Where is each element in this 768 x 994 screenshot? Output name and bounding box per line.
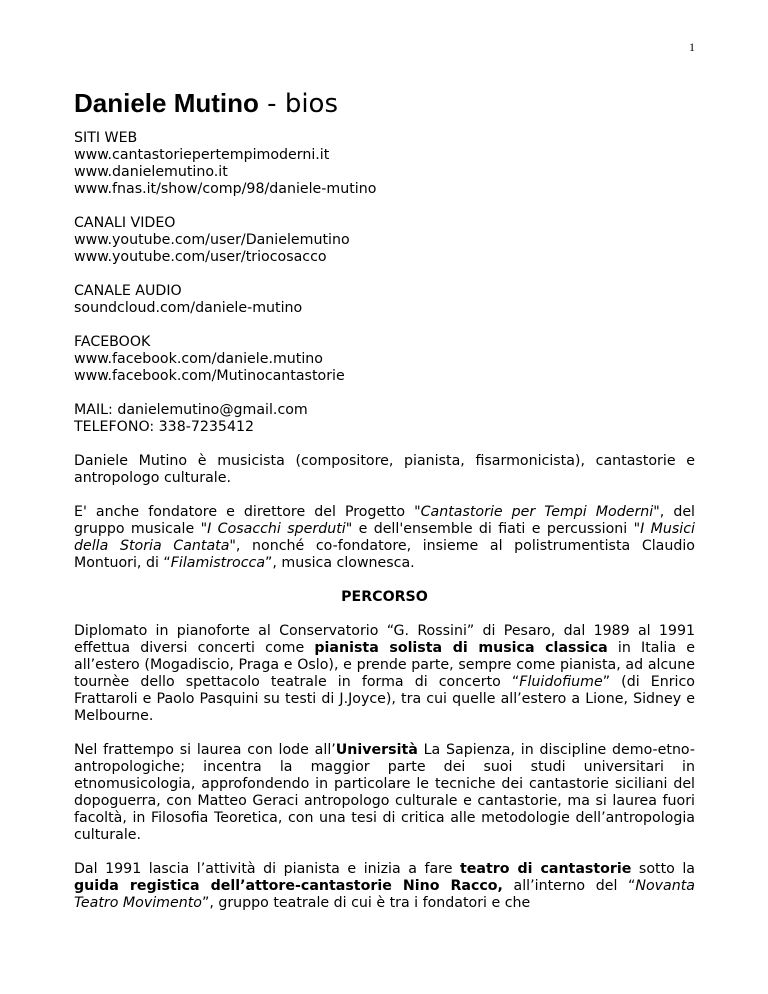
- text-run: in Italia e all’estero (Mogadiscio, Praga e Oslo), e prende parte, sempre come pianista, ad alcune tournèe dello spettacolo teatrale in forma di concerto “: [74, 640, 695, 690]
- canale-audio-section: [74, 283, 695, 317]
- text-run: ” (di Enrico Frattaroli e Paolo Pasquini su testi di J.Joyce), tra cui quelle all’estero a Lione, Sidney e Melbourne.: [74, 674, 695, 724]
- text-run: ”, musica clownesca.: [265, 555, 415, 571]
- text-run: Diplomato in pianoforte al Conservatorio “G. Rossini” di Pesaro, dal 1989 al 1991 effettua diversi concerti come: [74, 623, 695, 656]
- founder-paragraph: [74, 504, 695, 572]
- document-body: [74, 83, 695, 929]
- bold-run: Università: [335, 742, 418, 758]
- facebook-link[interactable]: www.facebook.com/daniele.mutino: [74, 351, 323, 367]
- siti-web-section: [74, 130, 695, 198]
- contacts-section: [74, 402, 695, 436]
- phone-contact: TELEFONO: 338-7235412: [74, 419, 255, 435]
- text-run: ", del gruppo musicale ": [74, 504, 695, 537]
- text-run: Dal 1991 lascia l’attività di pianista e inizia a fare: [74, 861, 460, 877]
- text-run: Nel frattempo si laurea con lode all’: [74, 742, 336, 758]
- show-title: Fluidofiume: [519, 674, 603, 690]
- canale-audio-heading: CANALE AUDIO: [74, 283, 182, 299]
- text-run: ", nonché co-fondatore, insieme al polistrumentista Claudio Montuori, di “: [74, 538, 695, 571]
- project-title: Cantastorie per Tempi Moderni: [420, 504, 654, 520]
- intro-paragraph: Daniele Mutino è musicista (compositore, pianista, fisarmonicista), cantastorie e antropologo culturale.: [74, 453, 695, 486]
- title-suffix: - bios: [258, 89, 338, 119]
- facebook-heading: FACEBOOK: [74, 334, 151, 350]
- canali-video-heading: CANALI VIDEO: [74, 215, 176, 231]
- website-link[interactable]: www.danielemutino.it: [74, 164, 228, 180]
- canali-video-section: [74, 215, 695, 266]
- audio-link[interactable]: soundcloud.com/daniele-mutino: [74, 300, 303, 316]
- group-title: I Cosacchi sperduti: [207, 521, 346, 537]
- website-link[interactable]: www.fnas.it/show/comp/98/daniele-mutino: [74, 181, 377, 197]
- title-name: Daniele Mutino: [74, 88, 259, 118]
- page-number: 1: [689, 40, 695, 54]
- bold-run: teatro di cantastorie: [459, 861, 632, 877]
- page-title: [74, 83, 695, 124]
- filamistrocca-title: Filamistrocca: [170, 555, 266, 571]
- text-run: all’interno del “: [502, 878, 636, 894]
- bold-run: guida registica dell’attore-cantastorie Nino Racco,: [74, 878, 503, 894]
- percorso-paragraph-2: [74, 742, 695, 844]
- video-link[interactable]: www.youtube.com/user/triocosacco: [74, 249, 327, 265]
- text-run: ”, gruppo teatrale di cui è tra i fondatori e che: [201, 895, 531, 911]
- email-contact[interactable]: MAIL: danielemutino@gmail.com: [74, 402, 308, 418]
- video-link[interactable]: www.youtube.com/user/Danielemutino: [74, 232, 350, 248]
- bold-run: pianista solista di musica classica: [314, 640, 608, 656]
- percorso-paragraph-3: [74, 861, 695, 912]
- ensemble-title: I Musici della Storia Cantata: [74, 521, 695, 554]
- section-heading: PERCORSO: [341, 589, 428, 605]
- percorso-paragraph-1: [74, 623, 695, 725]
- siti-web-heading: SITI WEB: [74, 130, 138, 146]
- group-title: Novanta Teatro Movimento: [74, 878, 695, 911]
- text-run: E' anche fondatore e direttore del Progetto ": [74, 504, 421, 520]
- text-run: La Sapienza, in discipline demo-etno-antropologiche; incentra la maggior parte dei suoi studi universitari in etnomusicologia, approfondendo in particolare le tecniche dei cantastorie siciliani del dopoguerra, con Matteo Geraci antropologo culturale e cantastorie, ma si laurea fuori facoltà, in Filosofia Teoretica, con una tesi di critica alle metodologie dell’antropologia culturale.: [74, 742, 695, 843]
- text-run: sotto la: [631, 861, 695, 877]
- text-run: " e dell'ensemble di fiati e percussioni ": [345, 521, 641, 537]
- facebook-section: [74, 334, 695, 385]
- facebook-link[interactable]: www.facebook.com/Mutinocantastorie: [74, 368, 345, 384]
- website-link[interactable]: www.cantastoriepertempimoderni.it: [74, 147, 330, 163]
